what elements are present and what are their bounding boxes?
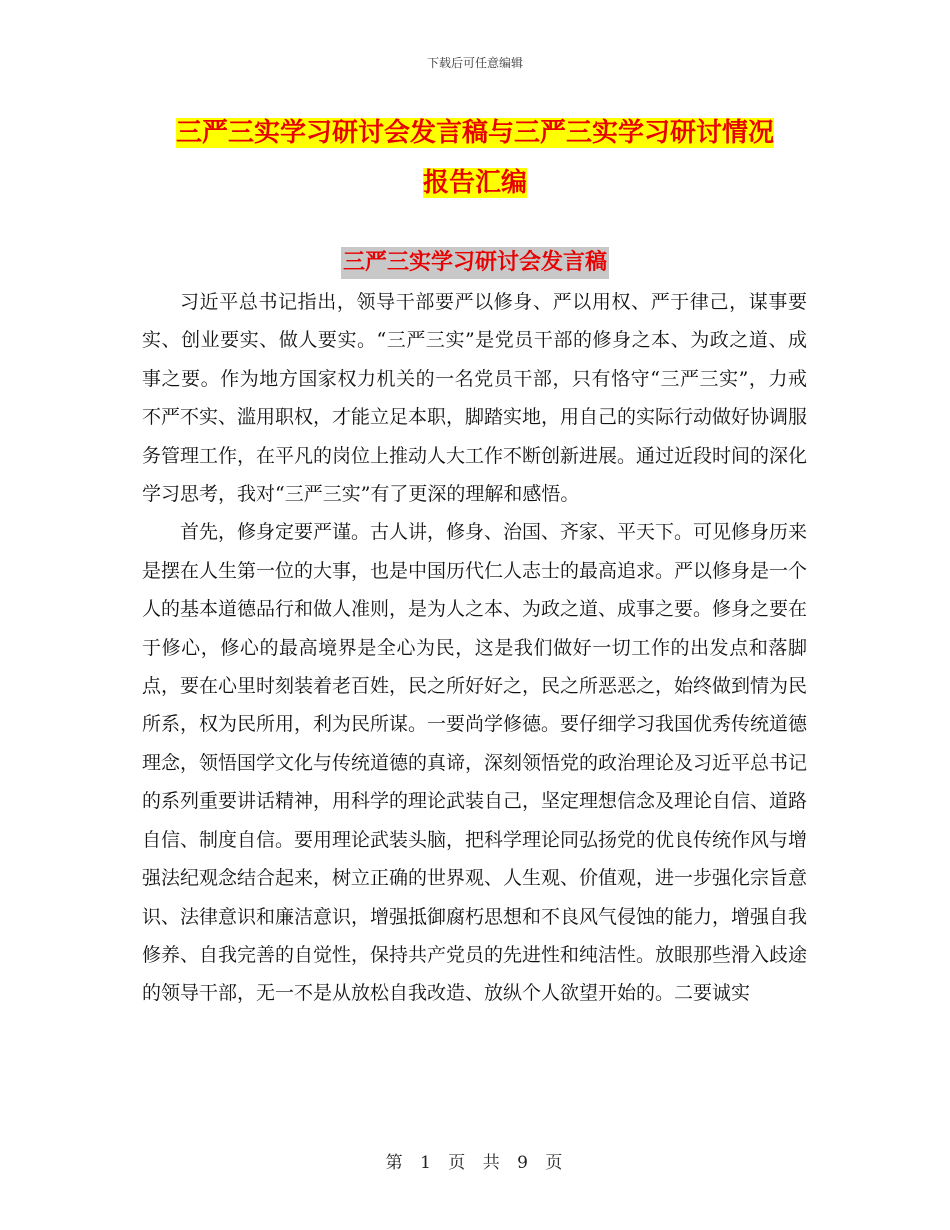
- footer-total-word: 共: [482, 1153, 502, 1173]
- footer-prefix: 第: [385, 1153, 405, 1173]
- page-footer: [0, 1148, 950, 1173]
- footer-suffix: 页: [545, 1153, 565, 1173]
- paragraph: 习近平总书记指出，领导干部要严以修身、严以用权、严于律己，谋事要实、创业要实、做人要实。“三严三实”是党员干部的修身之本、为政之道、成事之要。作为地方国家权力机关的一名党员干部，只有恪守“三严三实”，力戒不严不实、滥用职权，才能立足本职，脚踏实地，用自己的实际行动做好协调服务管理工作，在平凡的岗位上推动人大工作不断创新进展。通过近段时间的深化学习思考，我对“三严三实”有了更深的理解和感悟。: [142, 291, 808, 506]
- footer-page-number: 1: [420, 1153, 433, 1173]
- document-title-line-1: 三严三实学习研讨会发言稿与三严三实学习研讨情况: [175, 118, 774, 148]
- header-note: 下载后可任意编辑: [426, 56, 523, 70]
- document-title: [140, 108, 810, 208]
- section-heading-text: 三严三实学习研讨会发言稿: [341, 247, 609, 279]
- paragraph: 首先，修身定要严谨。古人讲，修身、治国、齐家、平天下。可见修身历来是摆在人生第一位的大事，也是中国历代仁人志士的最高追求。严以修身是一个人的基本道德品行和做人准则，是为人之本、为政之道、成事之要。修身之要在于修心，修心的最高境界是全心为民，这是我们做好一切工作的出发点和落脚点，要在心里时刻装着老百姓，民之所好好之，民之所恶恶之，始终做到情为民所系，权为民所用，利为民所谋。一要尚学修德。要仔细学习我国优秀传统道德理念，领悟国学文化与传统道德的真谛，深刻领悟党的政治理论及习近平总书记的系列重要讲话精神，用科学的理论武装自己，坚定理想信念及理论自信、道路自信、制度自信。要用理论武装头脑，把科学理论同弘扬党的优良传统作风与增强法纪观念结合起来，树立正确的世界观、人生观、价值观，进一步强化宗旨意识、法律意识和廉洁意识，增强抵御腐朽思想和不良风气侵蚀的能力，增强自我修养、自我完善的自觉性，保持共产党员的先进性和纯洁性。放眼那些滑入歧途的领导干部，无一不是从放松自我改造、放纵个人欲望开始的。二要诚实: [142, 521, 808, 1005]
- section-heading: [0, 246, 950, 279]
- document-title-line-2: 报告汇编: [422, 168, 527, 198]
- body-text: [142, 283, 807, 1013]
- footer-total-pages: 9: [517, 1153, 530, 1173]
- footer-page-word: 页: [448, 1153, 468, 1173]
